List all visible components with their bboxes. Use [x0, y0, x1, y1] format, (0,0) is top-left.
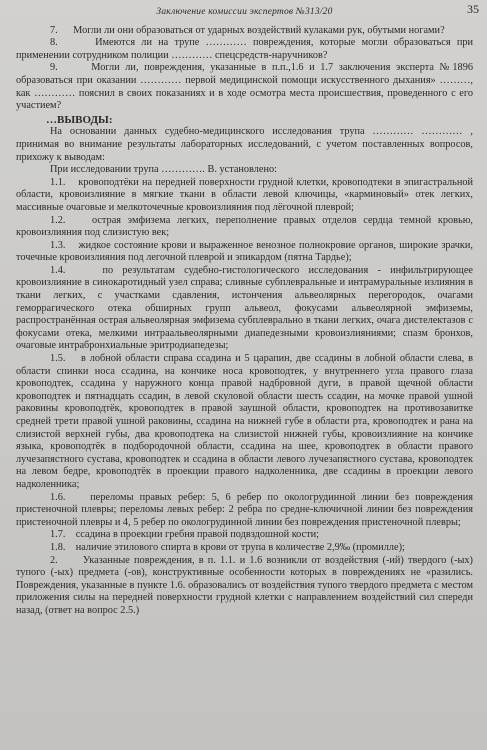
question-8: 8. Имеются ли на трупе ………… повреждения, которые могли образоваться при применении сотрудником полиции ………… спецсредств-наручников?	[16, 37, 473, 61]
finding-1-6: 1.6. переломы правых ребер: 5, 6 ребер по окологрудинной линии без повреждения пристеночной плевры; переломы левых ребер: 2 ребра по средне-ключичной линии без повреждения пристеночной плевры и 4, 5 ребер по окологрудинной линии без повреждения пристеночной плевры;	[16, 491, 473, 528]
conclusions-intro: На основании данных судебно-медицинского исследования трупа ………… ………… , принимая во внимание результаты лабораторных исследований, с учетом поставленных вопросов, прихожу к выводам:	[16, 126, 473, 163]
conclusions-title: …ВЫВОДЫ:	[46, 113, 113, 126]
finding-1-8: 1.8. наличие этилового спирта в крови от трупа в количестве 2,9‰ (промилле);	[50, 541, 405, 553]
question-7: 7. Могли ли они образоваться от ударных воздействий кулаками рук, обутыми ногами?	[50, 24, 445, 36]
finding-1-5: 1.5. в лобной области справа ссадина и 5 царапин, две ссадины в лобной области слева, в области спинки носа ссадина, на кончике носа кровоподтек, у внутреннего угла правого глаза кровоподтек, ссадина у наружного конца правой надбровной дуги, в правой щечной области кровоподтек и пятнадцать ссадин, в левой скуловой области шесть ссадин, на мочке правой ушной раковины кровоподтёк, кровоподтек в правой заушной области, кровоподтек на противозавитке средней трети правой ушной раковины, ссадина на нижней губе в области рта, кровоподтек и рана на слизистой верхней губы, два кровоподтека на слизистой нижней губы, кровоизлияние на кончике языка, кровоподтёк в подбородочной области, ссадина на шее, кровоподтек в области правого лучезапястного сустава, кровоподтек и ссадина в области левого лучезапястного сустава, кровоподтек на левом бедре, кровоподтёк в проекции правого надколенника, две ссадины в проекции левого надколенника;	[16, 353, 473, 490]
conclusions-established: При исследовании трупа …………. В. установлено:	[50, 164, 278, 176]
finding-1-3: 1.3. жидкое состояние крови и выраженное венозное полнокровие органов, широкие зрачки, точечные кровоизлияния под легочной плеврой и эпикардом (пятна Тардье);	[16, 239, 473, 264]
page-number: 35	[467, 2, 479, 16]
finding-1-2: 1.2. острая эмфизема легких, переполнение правых отделов сердца темной кровью, кровоизлияния под слизистую век;	[16, 214, 473, 239]
finding-2: 2. Указанные повреждения, в п. 1.1. и 1.6 возникли от воздействия (-ий) твердого (-ых) тупого (-ых) предмета (-ов), конструктивные особенности которых в повреждениях не «разились. Повреждения, указанные в пункте 1.6. образовались от воздействия тупого твердого предмета с местом приложения силы на передней поверхности грудной клетки с направлением воздействий сил спереди назад, (ответ на вопрос 2.5.)	[16, 554, 473, 616]
question-9: 9. Могли ли, повреждения, указанные в п.п.,1.6 и 1.7 заключения эксперта №1896 образоваться при оказании ………… первой медицинской помощи искусственного дыхания» ………, как ………… пояснил в своих показаниях и в ходе осмотра места происшествия, проведенного с его участием?	[16, 62, 473, 112]
finding-1-7: 1.7. ссадина в проекции гребня правой подвздошной кости;	[50, 529, 320, 541]
finding-1-4: 1.4. по результатам судебно-гистологического исследования - инфильтрирующее кровоизлияние в синокаротидный узел справа; сливные субплевральные и интрамуральные излияния в ткани легких, с участками сдавления, истончения альвеолярных перегородок, очагами геморрагического отека обширных групп альвеол, фокусами альвеолярной эмфиземы, распространённая острая альвеолярная эмфизема субплеврально в ткани легких, очага дистелектазов с фокусами отека, мелкими интраальвеолярными диапедезными кровоизлияниями; спазм бронхов, очаговые интрабронхиальные эритродиапедезы;	[16, 264, 473, 352]
finding-1-1: 1.1. кровоподтёки на передней поверхности грудной клетки, кровоподтеки в эпигастральной области, кровоизлияние в мягкие ткани в области левой ключицы, «карминовый» отек легких, массивные очаговые и мелкоточечные кровоизлияния под лёгочной плеврой;	[16, 176, 473, 213]
page-header-title: Заключение комиссии экспертов №313/20	[156, 7, 333, 17]
